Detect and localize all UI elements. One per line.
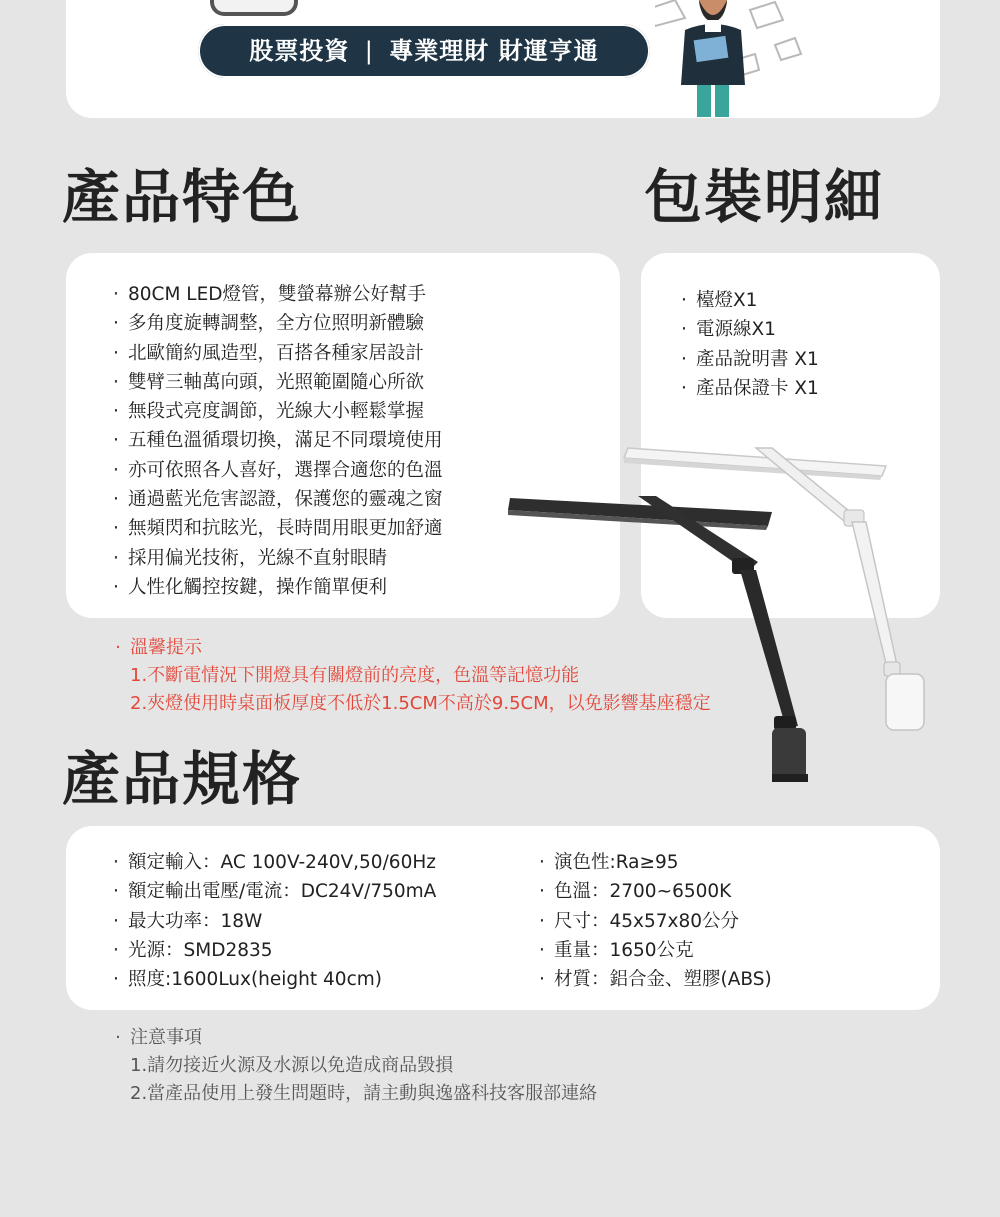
list-item: · 額定輸入：AC 100V-240V,50/60Hz bbox=[108, 848, 436, 877]
decorative-box-icon bbox=[210, 0, 298, 16]
tips-section bbox=[110, 634, 711, 718]
notice-heading: · 注意事項 bbox=[110, 1024, 597, 1052]
list-item: · 採用偏光技術，光線不直射眼睛 bbox=[108, 544, 443, 573]
list-item: · 檯燈X1 bbox=[676, 286, 819, 315]
list-item: · 電源線X1 bbox=[676, 315, 819, 344]
specs-list-right bbox=[534, 848, 772, 994]
desk-lamp-illustration-icon bbox=[500, 430, 930, 830]
list-item: · 產品說明書 X1 bbox=[676, 345, 819, 374]
list-item: · 人性化觸控按鍵，操作簡單便利 bbox=[108, 573, 443, 602]
banner-pill bbox=[198, 24, 650, 78]
specs-title: 產品規格 bbox=[62, 745, 303, 813]
list-item: · 通過藍光危害認證，保護您的靈魂之窗 bbox=[108, 485, 443, 514]
notice-line: 2.當產品使用上發生問題時，請主動與逸盛科技客服部連絡 bbox=[130, 1083, 598, 1104]
tips-line: 2.夾燈使用時桌面板厚度不低於1.5CM不高於9.5CM，以免影響基座穩定 bbox=[130, 693, 711, 714]
list-item: · 五種色溫循環切換，滿足不同環境使用 bbox=[108, 426, 443, 455]
list-item: · 最大功率：18W bbox=[108, 907, 436, 936]
list-item: · 多角度旋轉調整，全方位照明新體驗 bbox=[108, 309, 443, 338]
notice-section bbox=[110, 1024, 597, 1108]
specs-list-left bbox=[108, 848, 436, 994]
list-item: · 產品保證卡 X1 bbox=[676, 374, 819, 403]
list-item: · 北歐簡約風造型，百搭各種家居設計 bbox=[108, 339, 443, 368]
list-item: · 色溫：2700~6500K bbox=[534, 877, 772, 906]
list-item: · 演色性:Ra≥95 bbox=[534, 848, 772, 877]
banner-text-left: 股票投資 bbox=[249, 37, 350, 65]
tips-heading: · 溫馨提示 bbox=[110, 634, 711, 662]
notice-line: 1.請勿接近火源及水源以免造成商品毀損 bbox=[130, 1055, 454, 1076]
features-title: 產品特色 bbox=[62, 163, 303, 231]
list-item: · 無段式亮度調節，光線大小輕鬆掌握 bbox=[108, 397, 443, 426]
package-list bbox=[676, 286, 819, 403]
list-item: · 亦可依照各人喜好，選擇合適您的色溫 bbox=[108, 456, 443, 485]
banner-text-right: 專業理財 財運亨通 bbox=[389, 37, 599, 65]
list-item: · 光源：SMD2835 bbox=[108, 936, 436, 965]
businessman-illustration-icon bbox=[655, 0, 805, 120]
banner-divider: | bbox=[364, 37, 374, 65]
list-item: · 雙臂三軸萬向頭，光照範圍隨心所欲 bbox=[108, 368, 443, 397]
features-list bbox=[108, 280, 443, 602]
list-item: · 尺寸：45x57x80公分 bbox=[534, 907, 772, 936]
package-title: 包裝明細 bbox=[644, 163, 885, 231]
list-item: · 重量：1650公克 bbox=[534, 936, 772, 965]
list-item: · 材質：鋁合金、塑膠(ABS) bbox=[534, 965, 772, 994]
list-item: · 照度:1600Lux(height 40cm) bbox=[108, 965, 436, 994]
list-item: · 無頻閃和抗眩光，長時間用眼更加舒適 bbox=[108, 514, 443, 543]
tips-line: 1.不斷電情況下開燈具有關燈前的亮度，色溫等記憶功能 bbox=[130, 665, 580, 686]
list-item: · 80CM LED燈管，雙螢幕辦公好幫手 bbox=[108, 280, 443, 309]
list-item: · 額定輸出電壓/電流：DC24V/750mA bbox=[108, 877, 436, 906]
